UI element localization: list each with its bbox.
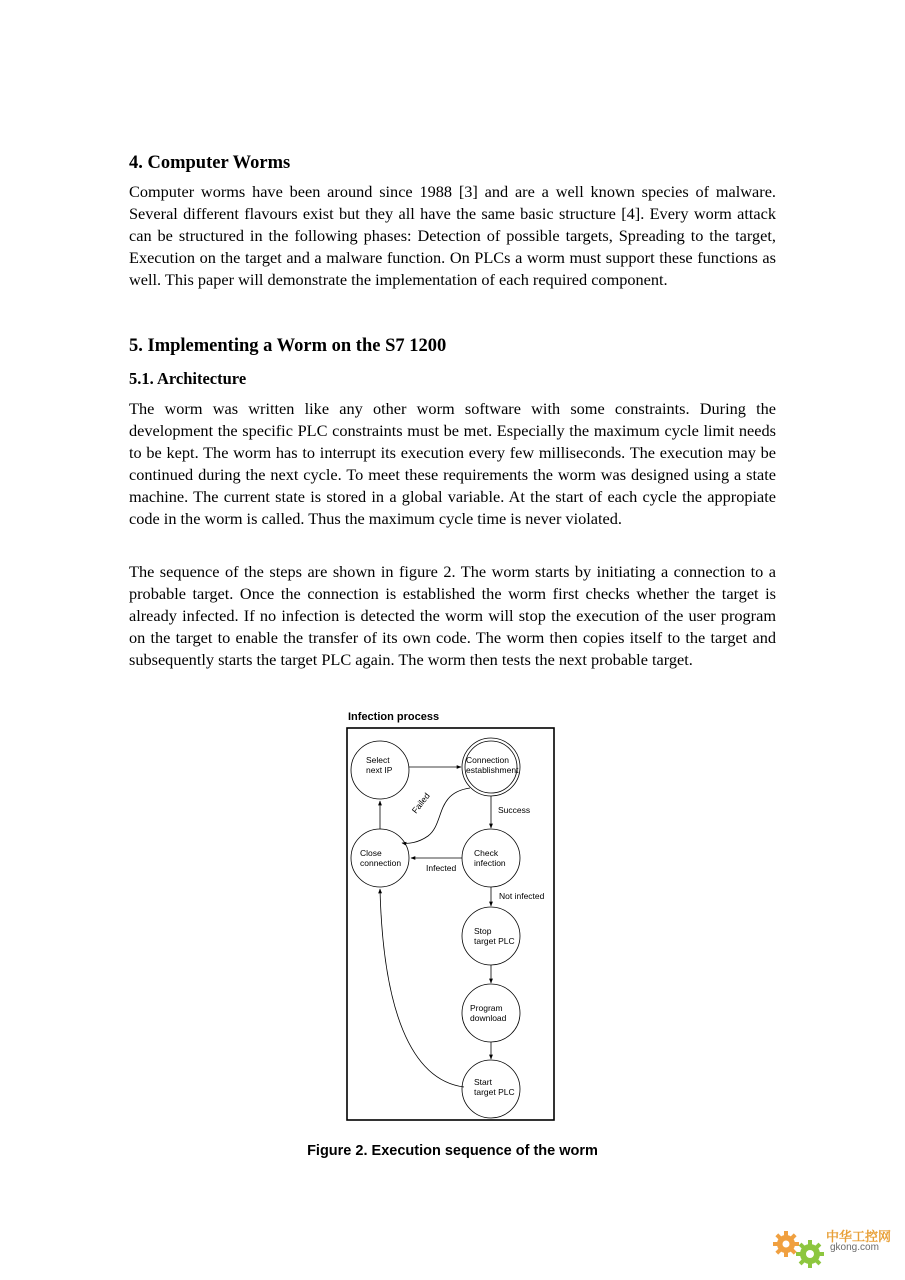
gkong-watermark <box>768 1222 898 1272</box>
node-stop-line2: target PLC <box>474 936 515 946</box>
node-download <box>462 984 520 1042</box>
edge-connection-to-close-failed <box>402 788 470 843</box>
edge-label-success: Success <box>498 805 531 815</box>
section-5-1-paragraph-1: The worm was written like any other worm software with some constraints. During the development the specific PLC constraints must be met. Especially the maximum cycle limit needs to be kept. The worm has to interrupt its execution every few milliseconds. The execution may be continued during the next cycle. To meet these requirements the worm was designed using a state machine. The current state is stored in a global variable. At the start of each cycle the appropiate code in the worm is called. Thus the maximum cycle time is never violated. <box>129 399 776 528</box>
node-close <box>351 829 409 887</box>
node-download-line1: Program <box>470 1003 503 1013</box>
figure-2 <box>340 708 560 1128</box>
watermark-cn-text: 中华工控网 <box>826 1230 892 1245</box>
edge-label-not-infected: Not infected <box>499 891 545 901</box>
node-connection-line2: establishment <box>466 765 519 775</box>
node-select-ip-line2: next IP <box>366 765 393 775</box>
figure-caption: Figure 2. Execution sequence of the worm <box>307 1143 598 1159</box>
node-check-line1: Check <box>474 848 499 858</box>
node-download-line2: download <box>470 1013 507 1023</box>
node-check-line2: infection <box>474 858 506 868</box>
edge-start-to-close <box>380 889 464 1087</box>
node-start <box>462 1060 520 1118</box>
section-5-1-paragraph-2: The sequence of the steps are shown in figure 2. The worm starts by initiating a connection to a probable target. Once the connection is established the worm first checks whether the target is already infected. If no infection is detected the worm will stop the execution of the user program on the target to enable the transfer of its own code. The worm then copies itself to the target and subsequently starts the target PLC again. The worm then tests the next probable target. <box>129 562 776 669</box>
node-stop <box>462 907 520 965</box>
node-select-ip-line1: Select <box>366 755 390 765</box>
section-5-1-heading: 5.1. Architecture <box>129 369 247 388</box>
node-close-line2: connection <box>360 858 402 868</box>
node-connection-line1: Connection <box>466 755 510 765</box>
node-select-ip <box>351 741 409 799</box>
edge-label-infected: Infected <box>426 863 457 873</box>
gear-icon <box>768 1222 828 1272</box>
infection-process-diagram <box>340 708 560 1128</box>
figure-title: Infection process <box>348 711 440 723</box>
node-stop-line1: Stop <box>474 926 492 936</box>
node-start-line2: target PLC <box>474 1087 515 1097</box>
node-check <box>462 829 520 887</box>
section-4-paragraph: Computer worms have been around since 1988 [3] and are a well known species of malware. Several different flavours exist but they all have the same basic structure [4]. Every worm attack can be structured in the following phases: Detection of possible targets, Spreading to the target, Execution on the target and a malware function. On PLCs a worm must support these functions as well. This paper will demonstrate the implementation of each required component. <box>129 182 776 289</box>
edge-label-failed: Failed <box>409 790 432 816</box>
section-5-heading: 5. Implementing a Worm on the S7 1200 <box>129 336 447 356</box>
watermark-en-text: gkong.com <box>830 1242 879 1253</box>
section-4-heading: 4. Computer Worms <box>129 153 291 173</box>
node-close-line1: Close <box>360 848 382 858</box>
node-start-line1: Start <box>474 1077 492 1087</box>
node-connection <box>462 738 520 796</box>
